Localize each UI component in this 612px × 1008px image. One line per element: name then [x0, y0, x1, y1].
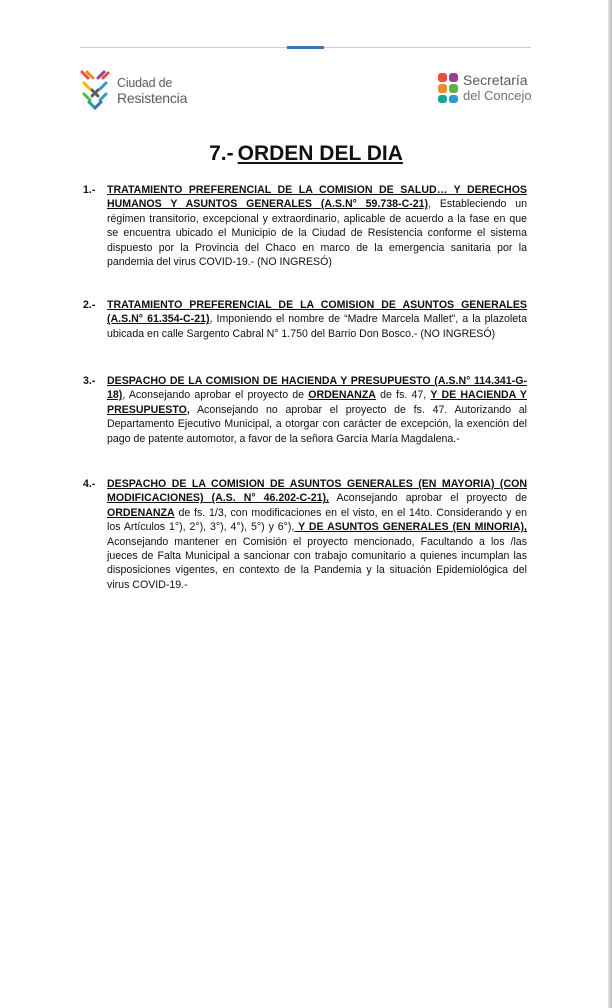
item-heading: TRATAMIENTO PREFERENCIAL DE LA COMISION DE ASUNTOS GENERALES (A.S.N° 61.354-C-21): [107, 299, 527, 326]
item-number: 1.-: [83, 184, 96, 196]
agenda-item-1: [83, 183, 527, 269]
ciudad-logo-line1: Ciudad de: [117, 76, 173, 90]
item-text: Aconsejando no aprobar el proyecto de fs. 47. Autorizando al Departamento Ejecutivo Municipal, a otorgar con carácter de excepción, la exención del pago de patente automotor, a favor de la señora García María Magdalena.-: [107, 403, 527, 445]
ciudad-emblem-icon: [80, 70, 110, 112]
agenda-item-4: [83, 477, 527, 592]
item-heading: TRATAMIENTO PREFERENCIAL DE LA COMISION DE SALUD… Y DERECHOS HUMANOS Y ASUNTOS GENERALES (A.S.N° 59.738-C-21): [107, 184, 527, 211]
item-subheading: Y DE HACIENDA Y PRESUPUESTO,: [107, 389, 527, 416]
secretaria-logo: [437, 70, 537, 110]
section-title-text: ORDEN DEL DIA: [237, 142, 403, 165]
item-text: Aconsejando aprobar el proyecto de: [329, 492, 528, 505]
item-text: Aconsejando mantener en Comisión el proyecto mencionado, Facultando a los /las jueces de Falta Municipal a sancionar con trabajo comunitario a quienes incumplan las disposiciones vigentes, en contexto de la Pandemia y la situación Epidemiológica del virus COVID-19.-: [107, 535, 527, 591]
item-number: 2.-: [83, 299, 96, 311]
ciudad-logo: [80, 70, 220, 114]
ordenanza-keyword: ORDENANZA: [107, 506, 175, 519]
section-number: 7.-: [209, 142, 234, 165]
agenda-item-3: [83, 374, 527, 446]
item-text: , Estableciendo un régimen transitorio, excepcional y extraordinario, aplicable de acuerdo a la fase en que se encuentra ubicado el Municipio de la Ciudad de Resistencia conforme el sistema dispuesto por la Provincia del Chaco en marco de la emergencia sanitaria por la pandemia del virus COVID-19.- (NO INGRESÓ): [107, 198, 527, 269]
item-heading: DESPACHO DE LA COMISION DE HACIENDA Y PRESUPUESTO (A.S.N° 114.341-G-18): [107, 375, 527, 402]
item-subheading: Y DE ASUNTOS GENERALES (EN MINORIA),: [294, 521, 527, 534]
ordenanza-keyword: ORDENANZA: [308, 389, 376, 402]
secretaria-emblem-icon: [437, 72, 459, 104]
ciudad-logo-line2: Resistencia: [117, 90, 188, 106]
item-text: , Aconsejando aprobar el proyecto de: [122, 389, 309, 402]
item-number: 3.-: [83, 375, 96, 387]
item-heading: DESPACHO DE LA COMISION DE ASUNTOS GENERALES (EN MAYORIA) (CON MODIFICACIONES) (A.S. N° 46.202-C-21),: [107, 478, 527, 505]
item-text: , Imponiendo el nombre de “Madre Marcela Mallet”, a la plazoleta ubicada en calle Sargento Cabral N° 1.750 del Barrio Don Bosco.- (NO INGRESÓ): [107, 313, 527, 340]
section-title: [0, 142, 612, 166]
header-rule-accent: [287, 46, 324, 49]
secretaria-logo-line1: Secretaría: [463, 72, 528, 88]
item-number: 4.-: [83, 478, 96, 490]
secretaria-logo-line2: del Concejo: [463, 88, 532, 103]
agenda-item-2: [83, 298, 527, 341]
item-text: de fs. 47,: [375, 389, 431, 402]
item-text: de fs. 1/3, con modificaciones en el visto, en el 14to. Considerando y en los Artículos 1°), 2°), 3°), 4°), 5°) y 6°),: [107, 506, 527, 534]
